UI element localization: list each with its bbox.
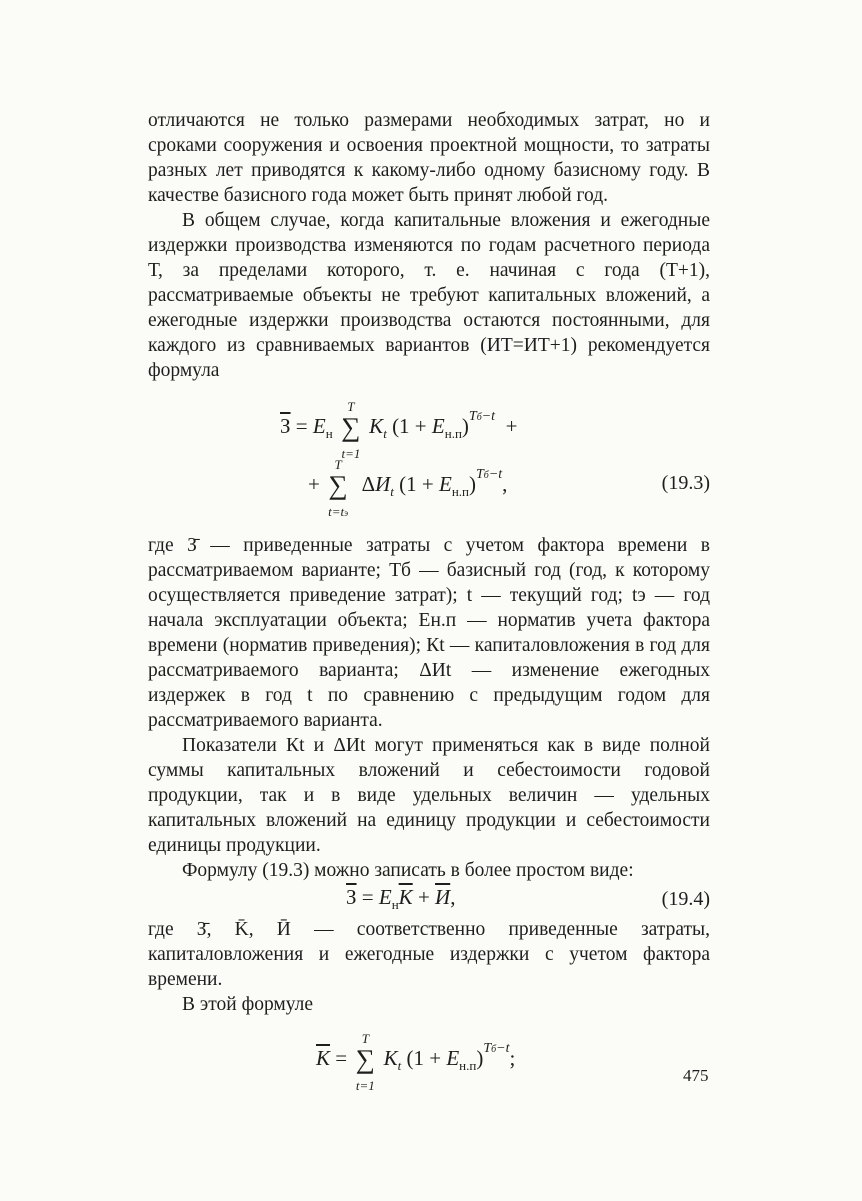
page-text-column xyxy=(148,108,710,1099)
formula-19-3-line-1: $З = E_н$ T ∑ t=1 $K_t$ $(1 + E_{н.п})^{Tб-t}$ + xyxy=(280,399,518,461)
paragraph-4: Показатели Кt и ΔИt могут применяться как в виде полной суммы капитальных вложений и себестоимости годовой продукции, так и в виде удельных величин — удельных капитальных вложений на единицу продукции и себестоимости единицы продукции. xyxy=(148,735,710,856)
equation-number-19-3: (19.3) xyxy=(661,472,710,494)
paragraph-3: где З̄ — приведенные затраты с учетом фактора времени в рассматриваемом варианте; Тб — базисный год (год, к которому осуществляется приведение затрат); t — текущий год; tэ — год начала эксплуатации объекта; Ен.п — норматив учета фактора времени (норматив приведения); Кt — капиталовложения в год для рассматриваемого варианта; ΔИt — изменение ежегодных издержек в год t по сравнению с предыдущим годом для рассматриваемого варианта. xyxy=(148,535,710,731)
formula-19-4 xyxy=(148,883,710,917)
page-number: 475 xyxy=(683,1066,709,1085)
formula-19-4-body: $З = E_н\overline{K} + И$, xyxy=(346,885,456,912)
formula-19-3-line-2: + T ∑ t=tэ $\Delta И_t$ $(1 + E_{н.п})^{Tб-t}$, xyxy=(308,457,508,519)
paragraph-2: В общем случае, когда капитальные вложения и ежегодные издержки производства изменяются по годам расчетного периода Т, за пределами которого, т. е. начиная с года (Т+1), рассматриваемые объекты не требуют капитальных вложений, а ежегодные издержки производства остаются постоянными, для каждого из сравниваемых вариантов (ИТ=ИТ+1) рекомендуется формула xyxy=(148,210,710,381)
paragraph-5: Формулу (19.3) можно записать в более простом виде: xyxy=(182,860,634,881)
paragraph-6: где З̄, K̄, Ӣ — соответственно приведенные затраты, капиталовложения и ежегодные издержки с учетом фактора времени. xyxy=(148,919,710,990)
paragraph-7: В этой формуле xyxy=(182,994,314,1015)
formula-k-bar xyxy=(148,1021,710,1099)
equation-number-19-4: (19.4) xyxy=(661,888,710,910)
paragraph-1: отличаются не только размерами необходимых затрат, но и сроками сооружения и освоения проектной мощности, то затраты разных лет приводятся к какому-либо одному базисному году. В качестве базисного года может быть принят любой год. xyxy=(148,110,710,206)
formula-19-3 xyxy=(148,385,710,525)
formula-k-bar-body: $\overline{K}$ = T ∑ t=1 $K_t$ $(1 + E_{н.п})^{Tб-t}$; xyxy=(316,1031,516,1093)
